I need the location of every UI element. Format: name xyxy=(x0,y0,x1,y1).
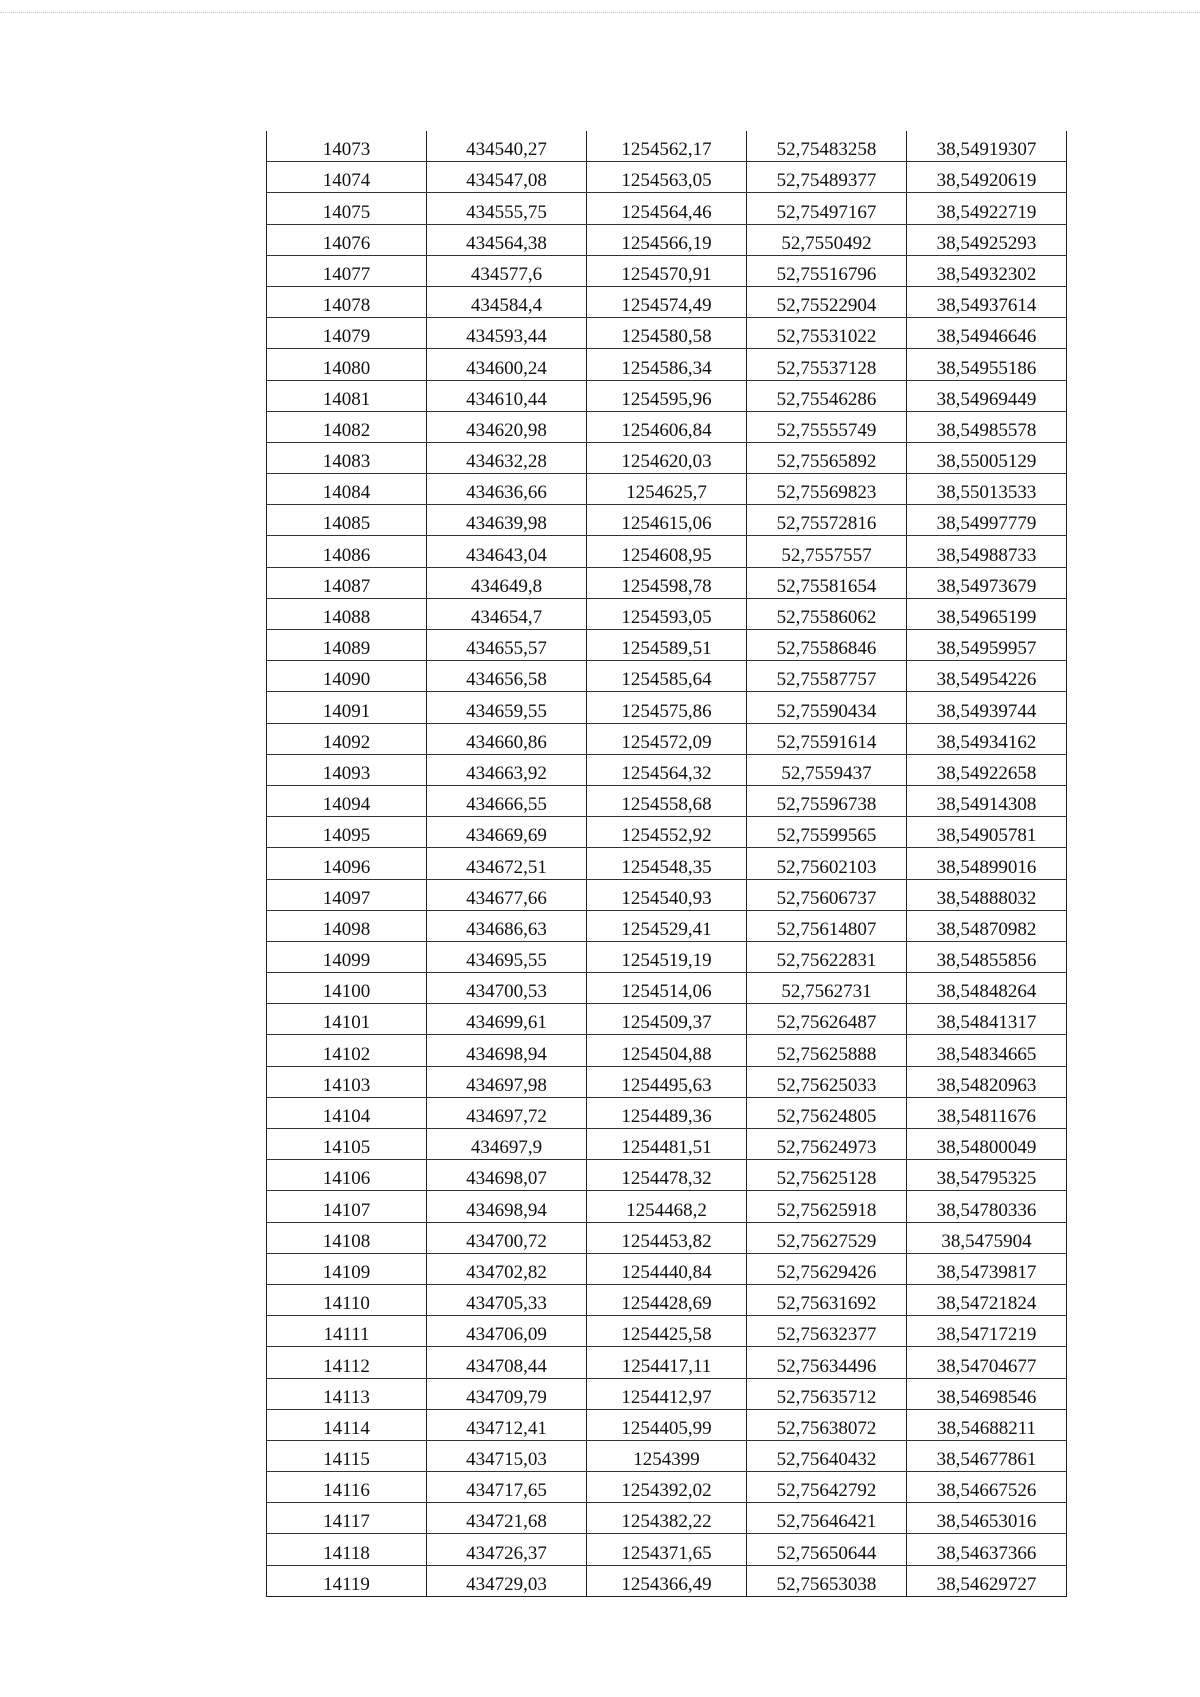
x-coordinate-cell: 434702,82 xyxy=(427,1253,587,1284)
point-number-cell: 14086 xyxy=(267,536,427,567)
latitude-cell: 52,75622831 xyxy=(747,941,907,972)
point-number-cell: 14089 xyxy=(267,630,427,661)
table-row xyxy=(267,1472,1067,1503)
point-number-cell: 14118 xyxy=(267,1534,427,1565)
x-coordinate-cell: 434712,41 xyxy=(427,1409,587,1440)
latitude-cell: 52,75642792 xyxy=(747,1472,907,1503)
x-coordinate-cell: 434656,58 xyxy=(427,661,587,692)
longitude-cell: 38,54932302 xyxy=(907,255,1067,286)
longitude-cell: 38,54946646 xyxy=(907,318,1067,349)
latitude-cell: 52,75632377 xyxy=(747,1316,907,1347)
latitude-cell: 52,75602103 xyxy=(747,848,907,879)
y-coordinate-cell: 1254509,37 xyxy=(587,1004,747,1035)
y-coordinate-cell: 1254366,49 xyxy=(587,1565,747,1596)
point-number-cell: 14108 xyxy=(267,1222,427,1253)
y-coordinate-cell: 1254586,34 xyxy=(587,349,747,380)
table-row xyxy=(267,255,1067,286)
table-row xyxy=(267,162,1067,193)
point-number-cell: 14115 xyxy=(267,1440,427,1471)
point-number-cell: 14111 xyxy=(267,1316,427,1347)
longitude-cell: 38,54969449 xyxy=(907,380,1067,411)
x-coordinate-cell: 434698,94 xyxy=(427,1035,587,1066)
x-coordinate-cell: 434564,38 xyxy=(427,224,587,255)
longitude-cell: 38,54795325 xyxy=(907,1160,1067,1191)
table-row xyxy=(267,1409,1067,1440)
point-number-cell: 14106 xyxy=(267,1160,427,1191)
x-coordinate-cell: 434643,04 xyxy=(427,536,587,567)
y-coordinate-cell: 1254417,11 xyxy=(587,1347,747,1378)
y-coordinate-cell: 1254495,63 xyxy=(587,1066,747,1097)
latitude-cell: 52,75522904 xyxy=(747,286,907,317)
table-row xyxy=(267,193,1067,224)
y-coordinate-cell: 1254570,91 xyxy=(587,255,747,286)
x-coordinate-cell: 434655,57 xyxy=(427,630,587,661)
table-row xyxy=(267,1129,1067,1160)
table-row xyxy=(267,1534,1067,1565)
point-number-cell: 14105 xyxy=(267,1129,427,1160)
latitude-cell: 52,75586062 xyxy=(747,598,907,629)
longitude-cell: 38,54800049 xyxy=(907,1129,1067,1160)
y-coordinate-cell: 1254593,05 xyxy=(587,598,747,629)
point-number-cell: 14107 xyxy=(267,1191,427,1222)
table-row xyxy=(267,1565,1067,1596)
x-coordinate-cell: 434686,63 xyxy=(427,910,587,941)
point-number-cell: 14096 xyxy=(267,848,427,879)
table-row xyxy=(267,817,1067,848)
longitude-cell: 38,54677861 xyxy=(907,1440,1067,1471)
longitude-cell: 38,54985578 xyxy=(907,411,1067,442)
coordinates-table xyxy=(266,131,1067,1597)
latitude-cell: 52,75614807 xyxy=(747,910,907,941)
latitude-cell: 52,7562731 xyxy=(747,973,907,1004)
point-number-cell: 14081 xyxy=(267,380,427,411)
table-row xyxy=(267,1222,1067,1253)
point-number-cell: 14110 xyxy=(267,1284,427,1315)
longitude-cell: 38,54629727 xyxy=(907,1565,1067,1596)
table-row xyxy=(267,879,1067,910)
x-coordinate-cell: 434632,28 xyxy=(427,442,587,473)
y-coordinate-cell: 1254608,95 xyxy=(587,536,747,567)
x-coordinate-cell: 434620,98 xyxy=(427,411,587,442)
x-coordinate-cell: 434654,7 xyxy=(427,598,587,629)
point-number-cell: 14083 xyxy=(267,442,427,473)
point-number-cell: 14100 xyxy=(267,973,427,1004)
latitude-cell: 52,75624805 xyxy=(747,1097,907,1128)
longitude-cell: 38,54925293 xyxy=(907,224,1067,255)
table-row xyxy=(267,411,1067,442)
y-coordinate-cell: 1254489,36 xyxy=(587,1097,747,1128)
latitude-cell: 52,75626487 xyxy=(747,1004,907,1035)
y-coordinate-cell: 1254392,02 xyxy=(587,1472,747,1503)
y-coordinate-cell: 1254453,82 xyxy=(587,1222,747,1253)
latitude-cell: 52,75531022 xyxy=(747,318,907,349)
point-number-cell: 14092 xyxy=(267,723,427,754)
latitude-cell: 52,75599565 xyxy=(747,817,907,848)
latitude-cell: 52,75638072 xyxy=(747,1409,907,1440)
latitude-cell: 52,75497167 xyxy=(747,193,907,224)
longitude-cell: 38,54820963 xyxy=(907,1066,1067,1097)
latitude-cell: 52,75631692 xyxy=(747,1284,907,1315)
point-number-cell: 14117 xyxy=(267,1503,427,1534)
latitude-cell: 52,75640432 xyxy=(747,1440,907,1471)
y-coordinate-cell: 1254548,35 xyxy=(587,848,747,879)
table-row xyxy=(267,567,1067,598)
point-number-cell: 14097 xyxy=(267,879,427,910)
y-coordinate-cell: 1254563,05 xyxy=(587,162,747,193)
table-row xyxy=(267,848,1067,879)
x-coordinate-cell: 434666,55 xyxy=(427,785,587,816)
longitude-cell: 38,54988733 xyxy=(907,536,1067,567)
longitude-cell: 38,54811676 xyxy=(907,1097,1067,1128)
longitude-cell: 38,54717219 xyxy=(907,1316,1067,1347)
y-coordinate-cell: 1254540,93 xyxy=(587,879,747,910)
y-coordinate-cell: 1254558,68 xyxy=(587,785,747,816)
point-number-cell: 14116 xyxy=(267,1472,427,1503)
longitude-cell: 38,54899016 xyxy=(907,848,1067,879)
latitude-cell: 52,75629426 xyxy=(747,1253,907,1284)
x-coordinate-cell: 434700,72 xyxy=(427,1222,587,1253)
x-coordinate-cell: 434660,86 xyxy=(427,723,587,754)
longitude-cell: 38,54922658 xyxy=(907,754,1067,785)
point-number-cell: 14076 xyxy=(267,224,427,255)
x-coordinate-cell: 434593,44 xyxy=(427,318,587,349)
table-row xyxy=(267,941,1067,972)
x-coordinate-cell: 434649,8 xyxy=(427,567,587,598)
table-row xyxy=(267,1004,1067,1035)
point-number-cell: 14085 xyxy=(267,505,427,536)
y-coordinate-cell: 1254529,41 xyxy=(587,910,747,941)
table-row xyxy=(267,1316,1067,1347)
x-coordinate-cell: 434715,03 xyxy=(427,1440,587,1471)
y-coordinate-cell: 1254625,7 xyxy=(587,474,747,505)
longitude-cell: 38,54780336 xyxy=(907,1191,1067,1222)
table-row xyxy=(267,224,1067,255)
latitude-cell: 52,75625128 xyxy=(747,1160,907,1191)
point-number-cell: 14113 xyxy=(267,1378,427,1409)
longitude-cell: 38,55013533 xyxy=(907,474,1067,505)
point-number-cell: 14095 xyxy=(267,817,427,848)
latitude-cell: 52,75555749 xyxy=(747,411,907,442)
point-number-cell: 14101 xyxy=(267,1004,427,1035)
y-coordinate-cell: 1254598,78 xyxy=(587,567,747,598)
point-number-cell: 14093 xyxy=(267,754,427,785)
x-coordinate-cell: 434600,24 xyxy=(427,349,587,380)
point-number-cell: 14109 xyxy=(267,1253,427,1284)
y-coordinate-cell: 1254425,58 xyxy=(587,1316,747,1347)
latitude-cell: 52,75653038 xyxy=(747,1565,907,1596)
table-row xyxy=(267,536,1067,567)
x-coordinate-cell: 434547,08 xyxy=(427,162,587,193)
longitude-cell: 38,54965199 xyxy=(907,598,1067,629)
x-coordinate-cell: 434659,55 xyxy=(427,692,587,723)
longitude-cell: 38,54870982 xyxy=(907,910,1067,941)
latitude-cell: 52,75625918 xyxy=(747,1191,907,1222)
x-coordinate-cell: 434636,66 xyxy=(427,474,587,505)
latitude-cell: 52,75572816 xyxy=(747,505,907,536)
y-coordinate-cell: 1254562,17 xyxy=(587,131,747,162)
latitude-cell: 52,75537128 xyxy=(747,349,907,380)
table-row xyxy=(267,973,1067,1004)
table-row xyxy=(267,598,1067,629)
latitude-cell: 52,7550492 xyxy=(747,224,907,255)
latitude-cell: 52,75627529 xyxy=(747,1222,907,1253)
y-coordinate-cell: 1254585,64 xyxy=(587,661,747,692)
longitude-cell: 38,54997779 xyxy=(907,505,1067,536)
table-row xyxy=(267,380,1067,411)
point-number-cell: 14088 xyxy=(267,598,427,629)
latitude-cell: 52,75591614 xyxy=(747,723,907,754)
latitude-cell: 52,75650644 xyxy=(747,1534,907,1565)
latitude-cell: 52,75587757 xyxy=(747,661,907,692)
latitude-cell: 52,75586846 xyxy=(747,630,907,661)
longitude-cell: 38,5475904 xyxy=(907,1222,1067,1253)
point-number-cell: 14103 xyxy=(267,1066,427,1097)
latitude-cell: 52,75569823 xyxy=(747,474,907,505)
y-coordinate-cell: 1254405,99 xyxy=(587,1409,747,1440)
x-coordinate-cell: 434639,98 xyxy=(427,505,587,536)
latitude-cell: 52,75581654 xyxy=(747,567,907,598)
y-coordinate-cell: 1254519,19 xyxy=(587,941,747,972)
longitude-cell: 38,54704677 xyxy=(907,1347,1067,1378)
longitude-cell: 38,54920619 xyxy=(907,162,1067,193)
point-number-cell: 14102 xyxy=(267,1035,427,1066)
x-coordinate-cell: 434721,68 xyxy=(427,1503,587,1534)
table-row xyxy=(267,661,1067,692)
y-coordinate-cell: 1254481,51 xyxy=(587,1129,747,1160)
longitude-cell: 38,54937614 xyxy=(907,286,1067,317)
latitude-cell: 52,7559437 xyxy=(747,754,907,785)
longitude-cell: 38,54855856 xyxy=(907,941,1067,972)
x-coordinate-cell: 434677,66 xyxy=(427,879,587,910)
x-coordinate-cell: 434555,75 xyxy=(427,193,587,224)
point-number-cell: 14114 xyxy=(267,1409,427,1440)
latitude-cell: 52,75489377 xyxy=(747,162,907,193)
table-row xyxy=(267,630,1067,661)
longitude-cell: 38,54834665 xyxy=(907,1035,1067,1066)
longitude-cell: 38,55005129 xyxy=(907,442,1067,473)
point-number-cell: 14104 xyxy=(267,1097,427,1128)
longitude-cell: 38,54667526 xyxy=(907,1472,1067,1503)
longitude-cell: 38,54955186 xyxy=(907,349,1067,380)
table-row xyxy=(267,1440,1067,1471)
table-row xyxy=(267,910,1067,941)
longitude-cell: 38,54888032 xyxy=(907,879,1067,910)
y-coordinate-cell: 1254564,32 xyxy=(587,754,747,785)
latitude-cell: 52,75596738 xyxy=(747,785,907,816)
table-row xyxy=(267,1066,1067,1097)
y-coordinate-cell: 1254412,97 xyxy=(587,1378,747,1409)
x-coordinate-cell: 434540,27 xyxy=(427,131,587,162)
longitude-cell: 38,54919307 xyxy=(907,131,1067,162)
x-coordinate-cell: 434708,44 xyxy=(427,1347,587,1378)
latitude-cell: 52,75546286 xyxy=(747,380,907,411)
table-row xyxy=(267,1347,1067,1378)
table-row xyxy=(267,505,1067,536)
point-number-cell: 14074 xyxy=(267,162,427,193)
point-number-cell: 14087 xyxy=(267,567,427,598)
y-coordinate-cell: 1254575,86 xyxy=(587,692,747,723)
longitude-cell: 38,54698546 xyxy=(907,1378,1067,1409)
x-coordinate-cell: 434729,03 xyxy=(427,1565,587,1596)
longitude-cell: 38,54954226 xyxy=(907,661,1067,692)
table-row xyxy=(267,349,1067,380)
point-number-cell: 14098 xyxy=(267,910,427,941)
y-coordinate-cell: 1254574,49 xyxy=(587,286,747,317)
point-number-cell: 14094 xyxy=(267,785,427,816)
longitude-cell: 38,54905781 xyxy=(907,817,1067,848)
point-number-cell: 14112 xyxy=(267,1347,427,1378)
latitude-cell: 52,75483258 xyxy=(747,131,907,162)
x-coordinate-cell: 434705,33 xyxy=(427,1284,587,1315)
latitude-cell: 52,75635712 xyxy=(747,1378,907,1409)
x-coordinate-cell: 434700,53 xyxy=(427,973,587,1004)
latitude-cell: 52,7557557 xyxy=(747,536,907,567)
x-coordinate-cell: 434717,65 xyxy=(427,1472,587,1503)
longitude-cell: 38,54914308 xyxy=(907,785,1067,816)
x-coordinate-cell: 434709,79 xyxy=(427,1378,587,1409)
latitude-cell: 52,75590434 xyxy=(747,692,907,723)
point-number-cell: 14099 xyxy=(267,941,427,972)
point-number-cell: 14082 xyxy=(267,411,427,442)
coordinates-table-body xyxy=(267,131,1067,1596)
longitude-cell: 38,54653016 xyxy=(907,1503,1067,1534)
x-coordinate-cell: 434698,94 xyxy=(427,1191,587,1222)
table-row xyxy=(267,1097,1067,1128)
x-coordinate-cell: 434697,72 xyxy=(427,1097,587,1128)
y-coordinate-cell: 1254595,96 xyxy=(587,380,747,411)
y-coordinate-cell: 1254615,06 xyxy=(587,505,747,536)
x-coordinate-cell: 434706,09 xyxy=(427,1316,587,1347)
table-row xyxy=(267,442,1067,473)
point-number-cell: 14080 xyxy=(267,349,427,380)
longitude-cell: 38,54959957 xyxy=(907,630,1067,661)
x-coordinate-cell: 434577,6 xyxy=(427,255,587,286)
table-row xyxy=(267,474,1067,505)
point-number-cell: 14091 xyxy=(267,692,427,723)
x-coordinate-cell: 434669,69 xyxy=(427,817,587,848)
y-coordinate-cell: 1254504,88 xyxy=(587,1035,747,1066)
point-number-cell: 14078 xyxy=(267,286,427,317)
point-number-cell: 14079 xyxy=(267,318,427,349)
y-coordinate-cell: 1254552,92 xyxy=(587,817,747,848)
y-coordinate-cell: 1254440,84 xyxy=(587,1253,747,1284)
longitude-cell: 38,54739817 xyxy=(907,1253,1067,1284)
y-coordinate-cell: 1254606,84 xyxy=(587,411,747,442)
x-coordinate-cell: 434663,92 xyxy=(427,754,587,785)
x-coordinate-cell: 434697,9 xyxy=(427,1129,587,1160)
y-coordinate-cell: 1254572,09 xyxy=(587,723,747,754)
table-row xyxy=(267,131,1067,162)
latitude-cell: 52,75625033 xyxy=(747,1066,907,1097)
table-row xyxy=(267,1191,1067,1222)
table-row xyxy=(267,1160,1067,1191)
table-row xyxy=(267,1253,1067,1284)
latitude-cell: 52,75516796 xyxy=(747,255,907,286)
latitude-cell: 52,75606737 xyxy=(747,879,907,910)
y-coordinate-cell: 1254620,03 xyxy=(587,442,747,473)
latitude-cell: 52,75634496 xyxy=(747,1347,907,1378)
longitude-cell: 38,54922719 xyxy=(907,193,1067,224)
table-row xyxy=(267,692,1067,723)
latitude-cell: 52,75646421 xyxy=(747,1503,907,1534)
longitude-cell: 38,54973679 xyxy=(907,567,1067,598)
latitude-cell: 52,75625888 xyxy=(747,1035,907,1066)
x-coordinate-cell: 434699,61 xyxy=(427,1004,587,1035)
table-row xyxy=(267,785,1067,816)
y-coordinate-cell: 1254580,58 xyxy=(587,318,747,349)
table-row xyxy=(267,1284,1067,1315)
y-coordinate-cell: 1254382,22 xyxy=(587,1503,747,1534)
y-coordinate-cell: 1254399 xyxy=(587,1440,747,1471)
y-coordinate-cell: 1254478,32 xyxy=(587,1160,747,1191)
x-coordinate-cell: 434584,4 xyxy=(427,286,587,317)
scan-edge-line xyxy=(0,12,1200,13)
x-coordinate-cell: 434695,55 xyxy=(427,941,587,972)
longitude-cell: 38,54637366 xyxy=(907,1534,1067,1565)
x-coordinate-cell: 434698,07 xyxy=(427,1160,587,1191)
point-number-cell: 14090 xyxy=(267,661,427,692)
y-coordinate-cell: 1254468,2 xyxy=(587,1191,747,1222)
table-row xyxy=(267,286,1067,317)
table-row xyxy=(267,1035,1067,1066)
x-coordinate-cell: 434672,51 xyxy=(427,848,587,879)
y-coordinate-cell: 1254564,46 xyxy=(587,193,747,224)
y-coordinate-cell: 1254371,65 xyxy=(587,1534,747,1565)
point-number-cell: 14075 xyxy=(267,193,427,224)
x-coordinate-cell: 434697,98 xyxy=(427,1066,587,1097)
point-number-cell: 14073 xyxy=(267,131,427,162)
point-number-cell: 14077 xyxy=(267,255,427,286)
longitude-cell: 38,54688211 xyxy=(907,1409,1067,1440)
latitude-cell: 52,75624973 xyxy=(747,1129,907,1160)
longitude-cell: 38,54841317 xyxy=(907,1004,1067,1035)
y-coordinate-cell: 1254566,19 xyxy=(587,224,747,255)
table-row xyxy=(267,318,1067,349)
longitude-cell: 38,54934162 xyxy=(907,723,1067,754)
y-coordinate-cell: 1254514,06 xyxy=(587,973,747,1004)
table-row xyxy=(267,1378,1067,1409)
point-number-cell: 14119 xyxy=(267,1565,427,1596)
point-number-cell: 14084 xyxy=(267,474,427,505)
latitude-cell: 52,75565892 xyxy=(747,442,907,473)
x-coordinate-cell: 434726,37 xyxy=(427,1534,587,1565)
longitude-cell: 38,54848264 xyxy=(907,973,1067,1004)
y-coordinate-cell: 1254428,69 xyxy=(587,1284,747,1315)
x-coordinate-cell: 434610,44 xyxy=(427,380,587,411)
table-row xyxy=(267,723,1067,754)
longitude-cell: 38,54939744 xyxy=(907,692,1067,723)
y-coordinate-cell: 1254589,51 xyxy=(587,630,747,661)
table-row xyxy=(267,1503,1067,1534)
longitude-cell: 38,54721824 xyxy=(907,1284,1067,1315)
table-row xyxy=(267,754,1067,785)
